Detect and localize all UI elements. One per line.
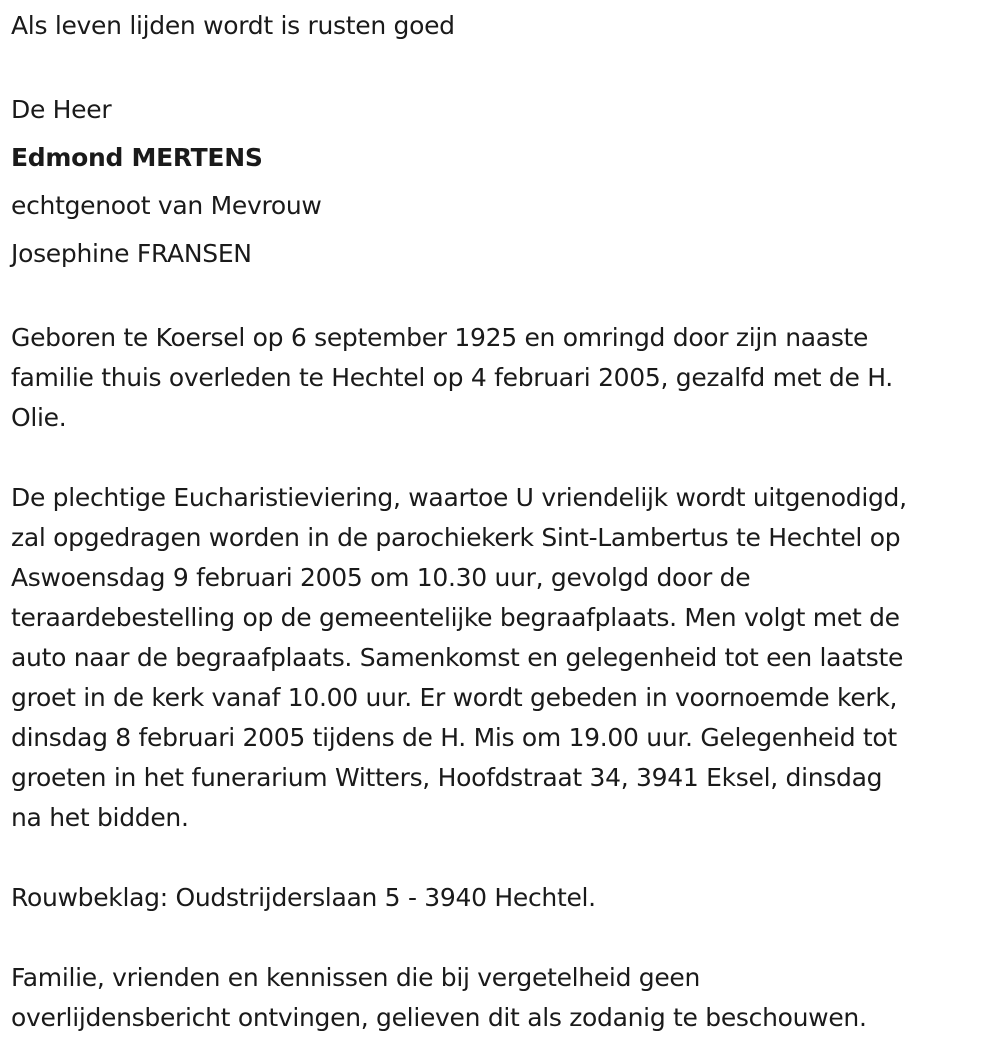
- paragraph-line: auto naar de begraafplaats. Samenkomst en gelegenheid tot een laatste: [11, 643, 904, 672]
- spacer: [11, 278, 1000, 318]
- paragraph-line: na het bidden.: [11, 803, 189, 832]
- spacer: [11, 438, 1000, 478]
- paragraph-line: dinsdag 8 februari 2005 tijdens de H. Mis om 19.00 uur. Gelegenheid tot: [11, 723, 897, 752]
- deceased-name: Edmond MERTENS: [11, 143, 263, 172]
- relation: echtgenoot van Mevrouw: [11, 191, 322, 220]
- condolence-address: Rouwbeklag: Oudstrijderslaan 5 - 3940 Hechtel.: [11, 883, 596, 912]
- motto: Als leven lijden wordt is rusten goed: [11, 11, 455, 40]
- paragraph-line: overlijdensbericht ontvingen, gelieven dit als zodanig te beschouwen.: [11, 1003, 867, 1032]
- title: De Heer: [11, 95, 112, 124]
- paragraph-line: groet in de kerk vanaf 10.00 uur. Er wordt gebeden in voornoemde kerk,: [11, 683, 898, 712]
- paragraph-line: groeten in het funerarium Witters, Hoofdstraat 34, 3941 Eksel, dinsdag: [11, 763, 883, 792]
- paragraph-line: De plechtige Eucharistieviering, waartoe U vriendelijk wordt uitgenodigd,: [11, 483, 907, 512]
- paragraph-line: Familie, vrienden en kennissen die bij vergetelheid geen: [11, 963, 701, 992]
- birth-paragraph: [11, 318, 1000, 438]
- spacer: [11, 918, 1000, 958]
- paragraph-line: Olie.: [11, 403, 67, 432]
- ceremony-paragraph: [11, 478, 1000, 838]
- spacer: [11, 838, 1000, 878]
- paragraph-line: zal opgedragen worden in de parochiekerk Sint-Lambertus te Hechtel op: [11, 523, 901, 552]
- spouse-name: Josephine FRANSEN: [11, 239, 252, 268]
- paragraph-line: Geboren te Koersel op 6 september 1925 en omringd door zijn naaste: [11, 323, 869, 352]
- paragraph-line: Aswoensdag 9 februari 2005 om 10.30 uur, gevolgd door de: [11, 563, 751, 592]
- paragraph-line: teraardebestelling op de gemeentelijke begraafplaats. Men volgt met de: [11, 603, 900, 632]
- spacer: [11, 46, 1000, 86]
- paragraph-line: familie thuis overleden te Hechtel op 4 februari 2005, gezalfd met de H.: [11, 363, 893, 392]
- closing-paragraph: [11, 958, 1000, 1038]
